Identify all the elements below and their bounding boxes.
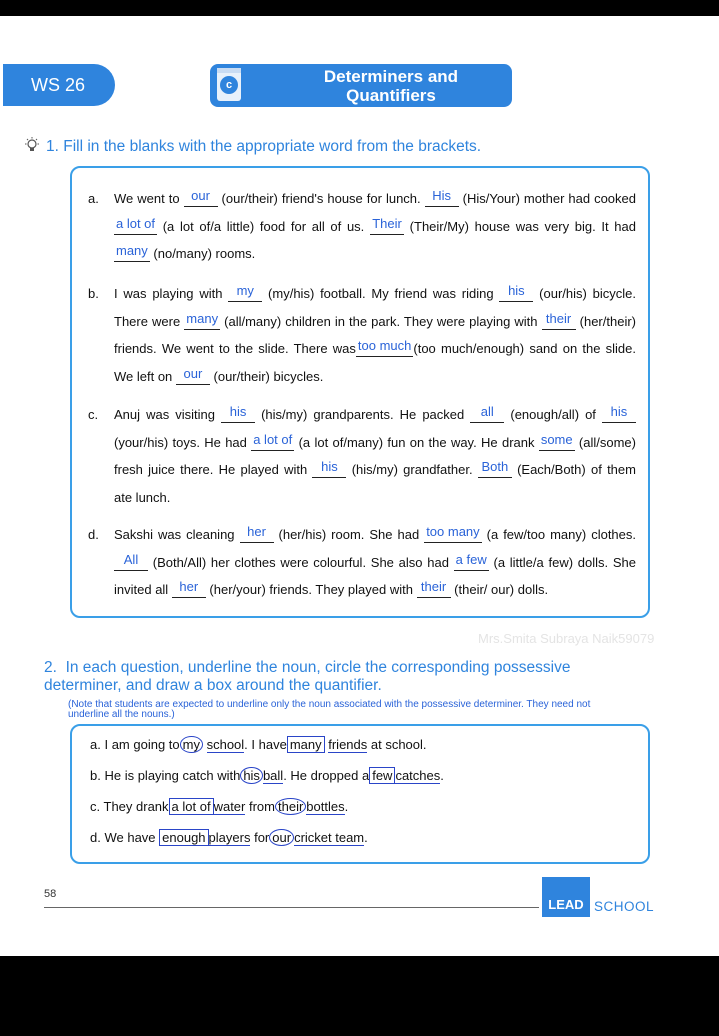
question-2-instruction: In each question, underline the noun, circle the corresponding possessive determiner, and draw a box around the quantifier. [44,659,571,694]
boxed-quantifier: enough [159,829,208,846]
answer-text: All [123,551,139,567]
answer-blank [114,215,157,235]
question-1-item-c [90,401,636,511]
circled-determiner: our [269,829,294,846]
underlined-noun: school [206,737,245,752]
answer-text: Both [481,459,509,474]
answer-text: Their [372,215,402,231]
answer-text: their [420,579,447,594]
item-text: We went to our (our/their) friend's house for lunch. His (His/Your) mother had cooked a lot of (a lot of/a little) food for all of us. Their (Their/My) house was very big. It had many (no/many) rooms. [114,188,636,261]
question-1-instruction: Fill in the blanks with the appropriate word from the brackets. [63,138,482,155]
lead-school-logo [542,877,662,917]
question-2-item-a: a. I am going to my school. I have many friends at school. [90,737,427,752]
answer-blank [251,431,294,451]
underlined-noun: players [208,830,251,845]
answer-text: our [183,365,203,381]
title-line-1: Determiners and [323,67,459,86]
footer-divider [44,907,539,908]
boxed-quantifier: a lot of [169,798,214,815]
boxed-quantifier: many [287,736,325,753]
logo-lead-mark: LEAD [542,877,590,917]
item-label: d. [88,527,99,542]
question-1-heading [24,137,481,156]
teacher-note: (Note that students are expected to underline only the noun associated with the possessive determiner. They need not underline all the nouns.) [68,699,591,720]
answer-blank [172,579,206,598]
answer-blank [356,338,413,357]
underlined-noun: ball [262,768,284,783]
answer-text: our [191,188,210,203]
circled-determiner: his [240,767,263,784]
answer-text: His [432,188,452,203]
title-line-2: Quantifiers [346,86,436,105]
answer-text: his [321,459,338,474]
answer-text: a few [455,551,487,567]
question-1-number: 1. [46,138,59,155]
answer-blank [417,579,451,598]
answer-blank [425,188,459,207]
answer-text: a lot of [253,431,293,447]
item-label: a. [88,191,99,206]
watermark: Mrs.Smita Subraya Naik59079 [478,631,655,646]
boxed-quantifier: few [369,767,395,784]
answer-blank [424,524,481,543]
item-text: Sakshi was cleaning her (her/his) room. She had too many (a few/too many) clothes. All (Both/All) her clothes were colourful. She also had a few (a little/a few) dolls. She invited all her (her/your) friends. They played with their (their/ our) dolls. [114,524,637,597]
answer-text: too much [357,338,412,353]
question-2-box [70,724,650,864]
answer-blank [184,310,220,330]
answer-blank [454,551,489,571]
question-2-heading [44,659,644,695]
worksheet-page [0,16,719,956]
question-2-item-c: c. They drank a lot of water from their bottles. [90,799,349,814]
answer-text: many [116,243,148,258]
logo-school-text: SCHOOL [594,899,655,914]
answer-text: my [236,283,254,298]
question-1-item-a [90,185,636,268]
circled-determiner: my [180,736,203,753]
item-text: I was playing with my (my/his) football. My friend was riding his (our/his) bicycle. There were many (all/many) children in the park. They were playing with their (her/their) friends. We went to the slide. There was too much (too much/enough) sand on the slide. We left on our (our/their) bicycles. [114,283,637,384]
answer-text: all [480,404,494,419]
title-banner [210,64,512,107]
answer-blank [221,404,255,423]
item-label: b. [88,286,99,301]
item-text: Anuj was visiting his (his/my) grandparents. He packed all (enough/all) of his(your/his) toys. He had a lot of (a lot of/many) fun on the way. He drank some (all/some) fresh juice there. He played with his (his/my) grandfather. Both (Each/Both) of them ate lunch. [114,404,636,505]
answer-blank [312,459,346,478]
answer-blank [184,188,218,207]
answer-text: his [610,404,628,419]
answer-text: some [540,431,573,447]
answer-text: her [247,524,266,539]
answer-text: many [186,310,219,326]
answer-text: too many [426,524,480,539]
underlined-noun: catches [395,768,441,783]
question-2-number: 2. [44,659,57,676]
underlined-noun: bottles [306,799,345,814]
answer-blank [542,310,576,330]
underlined-noun: water [213,799,246,814]
worksheet-number-badge [3,64,115,106]
answer-blank [240,524,274,543]
answer-blank [539,431,575,451]
question-1-item-d [90,521,636,604]
answer-text: her [179,579,199,594]
circled-determiner: their [275,798,306,815]
worksheet-label: WS 26 [31,75,86,95]
answer-blank [114,551,148,571]
item-label: c. [88,407,99,422]
answer-blank [228,283,262,302]
question-2-item-d: d. We have enough players for our cricket team. [90,830,368,845]
answer-blank [470,404,504,423]
page-number: 58 [44,888,57,900]
answer-blank [370,215,404,235]
lightbulb-icon [24,137,40,153]
answer-text: a lot of [116,215,156,231]
answer-blank [478,459,512,478]
answer-text: his [229,404,247,419]
question-1-box [70,166,650,618]
question-1-item-b [90,280,636,390]
underlined-noun: friends [328,737,368,752]
answer-blank [499,283,533,302]
book-icon: c [217,68,241,101]
answer-text: his [508,283,525,298]
answer-blank [176,365,210,385]
answer-blank [602,404,636,423]
answer-blank [114,243,150,262]
answer-text: their [545,310,572,326]
underlined-noun: cricket team [294,830,365,845]
question-2-item-b: b. He is playing catch with his ball. He dropped a few catches. [90,768,444,783]
